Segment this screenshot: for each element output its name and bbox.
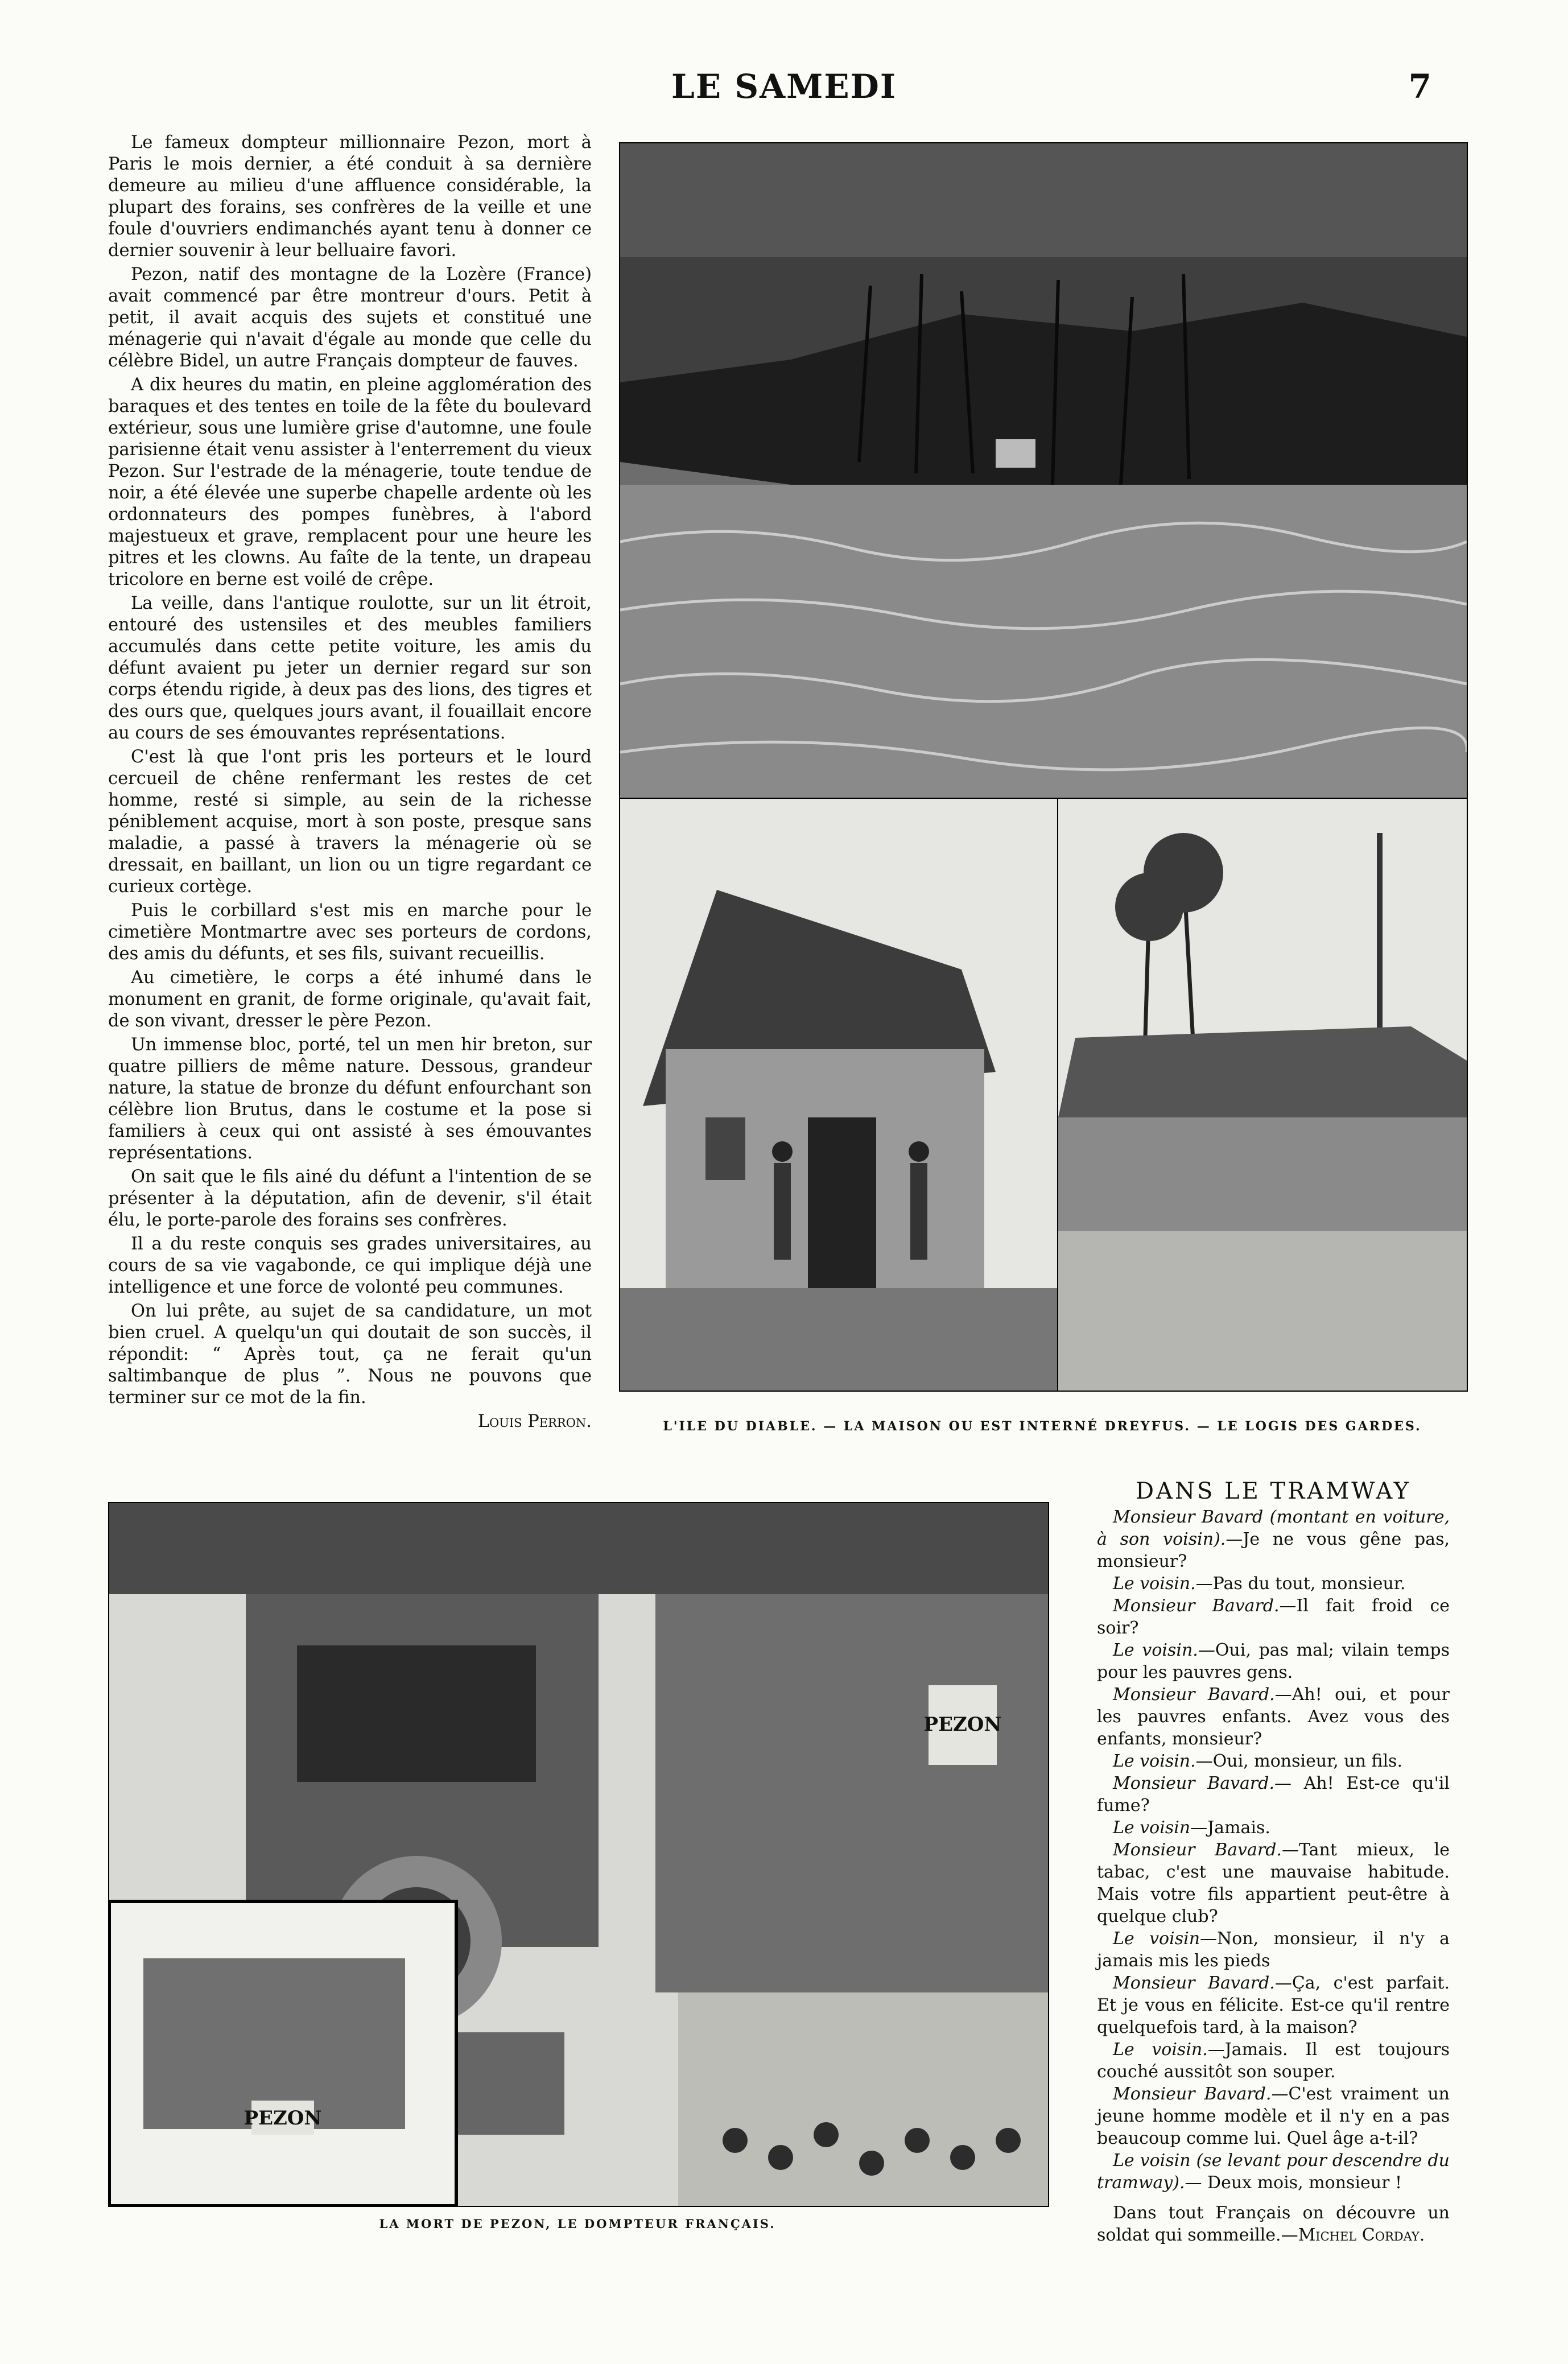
dialogue-speaker: Le voisin. (1113, 1640, 1198, 1660)
engraving-guards-lodging (1057, 798, 1468, 1392)
caption-pezon: LA MORT DE PEZON, LE DOMPTEUR FRANÇAIS. (379, 2217, 776, 2231)
dialogue-line (1097, 1817, 1450, 1839)
dialogue-speaker: Le voisin. (1113, 1751, 1196, 1771)
dialogue-line (1097, 2150, 1450, 2194)
dialogue-speaker: Le voisin (se levant pour descendre du tramway). (1097, 2151, 1450, 2193)
dialogue-speaker: Le voisin (1113, 1929, 1200, 1949)
engraving-pezon-funeral (108, 1502, 1049, 2207)
dialogue-line (1097, 2039, 1450, 2083)
dialogue-speaker: Monsieur Bavard. (1113, 1685, 1275, 1705)
dialogue-text: —Jamais. Il est toujours couché aussitôt son souper. (1097, 2040, 1450, 2082)
dialogue-line (1097, 1639, 1450, 1684)
caption-devils-island: L'ILE DU DIABLE. — LA MAISON OU EST INTERNÉ DREYFUS. — LE LOGIS DES GARDES. (663, 1419, 1422, 1434)
dialogue-line (1097, 2083, 1450, 2150)
dialogue-line (1097, 1506, 1450, 1573)
article-paragraph: La veille, dans l'antique roulotte, sur un lit étroit, entouré des ustensiles et des meubles familiers accumulés dans cette petite voiture, les amis du défunt avaient pu jeter un dernier regard sur son corps étendu rigide, à deux pas des lions, des tigres et des ours que, quelques jours avant, il fouaillait encore au cours de ses émouvantes représentations. (108, 593, 592, 743)
dialogue-text: —Oui, pas mal; vilain temps pour les pauvres gens. (1097, 1640, 1450, 1682)
dialogue-speaker: Le voisin (1113, 1818, 1191, 1838)
dialogue-text: —Je ne vous gêne pas, monsieur? (1097, 1529, 1450, 1571)
tramway-closing (1097, 2202, 1450, 2246)
dialogue-speaker: Le voisin. (1113, 1574, 1196, 1594)
dialogue-text: — Ah! Est-ce qu'il fume? (1097, 1773, 1450, 1816)
page-number: 7 (1408, 67, 1431, 106)
article-paragraph: Pezon, natif des montagne de la Lozère (France) avait commencé par être montreur d'ours. Petit à petit, il avait acquis des sujets et constitué une ménagerie qui n'avait d'égale au monde que celle du célèbre Bidel, un autre Français dompteur de fauves. (108, 265, 592, 371)
dialogue-speaker: Monsieur Bavard (montant en voiture, à son voisin). (1097, 1507, 1450, 1549)
dialogue-text: —Ça, c'est parfait. Et je vous en félicite. Est-ce qu'il rentre quelquefois tard, à la maison? (1097, 1973, 1450, 2037)
article-pezon (108, 132, 592, 1433)
pezon-sign-inset: PEZON (244, 2107, 322, 2130)
dialogue-speaker: Monsieur Bavard. (1113, 1840, 1282, 1860)
dialogue-text: —Jamais. (1190, 1818, 1270, 1838)
article-paragraph: On lui prête, au sujet de sa candidature, un mot bien cruel. A quelqu'un qui doutait de son succès, il répondit: “ Après tout, ça ne ferait qu'un saltimbanque de plus ”. Nous ne pouvons que terminer sur ce mot de la fin. (108, 1301, 592, 1408)
article-paragraph: Au cimetière, le corps a été inhumé dans le monument en granit, de forme originale, qu'avait fait, de son vivant, dresser le père Pezon. (108, 968, 592, 1031)
dialogue-line (1097, 1839, 1450, 1928)
dialogue-line (1097, 1972, 1450, 2039)
dialogue-speaker: Le voisin. (1113, 2040, 1208, 2060)
dialogue-line (1097, 1684, 1450, 1750)
dialogue-text: —Ah! oui, et pour les pauvres enfants. Avez vous des enfants, monsieur? (1097, 1685, 1450, 1749)
tramway-title: DANS LE TRAMWAY (1136, 1478, 1411, 1504)
dialogue-line (1097, 1595, 1450, 1639)
pezon-sign-right: PEZON (923, 1713, 1002, 1736)
article-paragraph: C'est là que l'ont pris les porteurs et le lourd cercueil de chêne renfermant les restes de cet homme, resté si simple, au sein de la richesse péniblement acquise, mort à son poste, presque sans maladie, a passé à travers la ménagerie où se dressait, en baillant, un lion ou un tigre regardant ce curieux cortège. (108, 747, 592, 897)
tramway-author: Michel Corday. (1298, 2225, 1425, 2245)
engraving-dreyfus-house (619, 798, 1058, 1392)
article-paragraph: Il a du reste conquis ses grades universitaires, au cours de sa vie vagabonde, ce qui implique déjà une intelligence et une force de volonté peu communes. (108, 1234, 592, 1297)
dialogue-text: —Tant mieux, le tabac, c'est une mauvaise habitude. Mais votre fils appartient peut-être à quelque club? (1097, 1840, 1450, 1926)
article-paragraph: On sait que le fils ainé du défunt a l'intention de se présenter à la députation, afin de devenir, s'il était élu, le porte-parole des forains ses confrères. (108, 1167, 592, 1230)
masthead-title: LE SAMEDI (671, 67, 897, 106)
dialogue-speaker: Monsieur Bavard. (1113, 1973, 1275, 1993)
dialogue-text: —Non, monsieur, il n'y a jamais mis les pieds (1097, 1929, 1450, 1971)
article-paragraph: Puis le corbillard s'est mis en marche pour le cimetière Montmartre avec ses porteurs de cordons, des amis du défunts, et ses fils, suivant recueillis. (108, 901, 592, 964)
dialogue-text: —C'est vraiment un jeune homme modèle et il n'y en a pas beaucoup comme lui. Quel âge a-t-il? (1097, 2084, 1450, 2148)
dialogue-line (1097, 1928, 1450, 1972)
engraving-island-coast (619, 142, 1468, 799)
tramway-column (1097, 1480, 1450, 2246)
dialogue-text: —Oui, monsieur, un fils. (1195, 1751, 1402, 1771)
dialogue-speaker: Monsieur Bavard. (1113, 1773, 1275, 1793)
article-paragraph: Un immense bloc, porté, tel un men hir breton, sur quatre pilliers de même nature. Dessous, grandeur nature, la statue de bronze du défunt enfourchant son célèbre lion Brutus, dans le costume et la pose si familiers à ceux qui ont assisté à ses émouvantes représentations. (108, 1035, 592, 1163)
article-paragraph: Le fameux dompteur millionnaire Pezon, mort à Paris le mois dernier, a été conduit à sa dernière demeure au milieu d'une affluence considérable, la plupart des forains, ses confrères de la veille et une foule d'ouvriers endimanchés ayant tenu à donner ce dernier souvenir à leur belluaire favori. (108, 133, 592, 261)
article-signature: Louis Perron. (477, 1412, 592, 1431)
dialogue-line (1097, 1772, 1450, 1817)
dialogue-speaker: Monsieur Bavard. (1113, 1596, 1280, 1616)
dialogue-text: —Il fait froid ce soir? (1097, 1596, 1450, 1638)
article-paragraph: A dix heures du matin, en pleine agglomération des baraques et des tentes en toile de la fête du boulevard extérieur, sous une lumière grise d'automne, une foule parisienne était venu assister à l'enterrement du vieux Pezon. Sur l'estrade de la ménagerie, toute tendue de noir, a été élevée une superbe chapelle ardente où les ordonnateurs des pompes funèbres, à l'abord majestueux et grave, remplacent pour une heure les pitres et les clowns. Au faîte de la tente, un drapeau tricolore en berne est voilé de crêpe. (108, 375, 592, 589)
dialogue-speaker: Monsieur Bavard. (1113, 2084, 1272, 2104)
closing-text: Dans tout Français on découvre un soldat qui sommeille.— (1097, 2203, 1450, 2245)
dialogue-line (1097, 1750, 1450, 1772)
dialogue-text: —Pas du tout, monsieur. (1195, 1574, 1406, 1594)
dialogue-line (1097, 1573, 1450, 1595)
dialogue-text: — Deux mois, monsieur ! (1185, 2173, 1402, 2193)
